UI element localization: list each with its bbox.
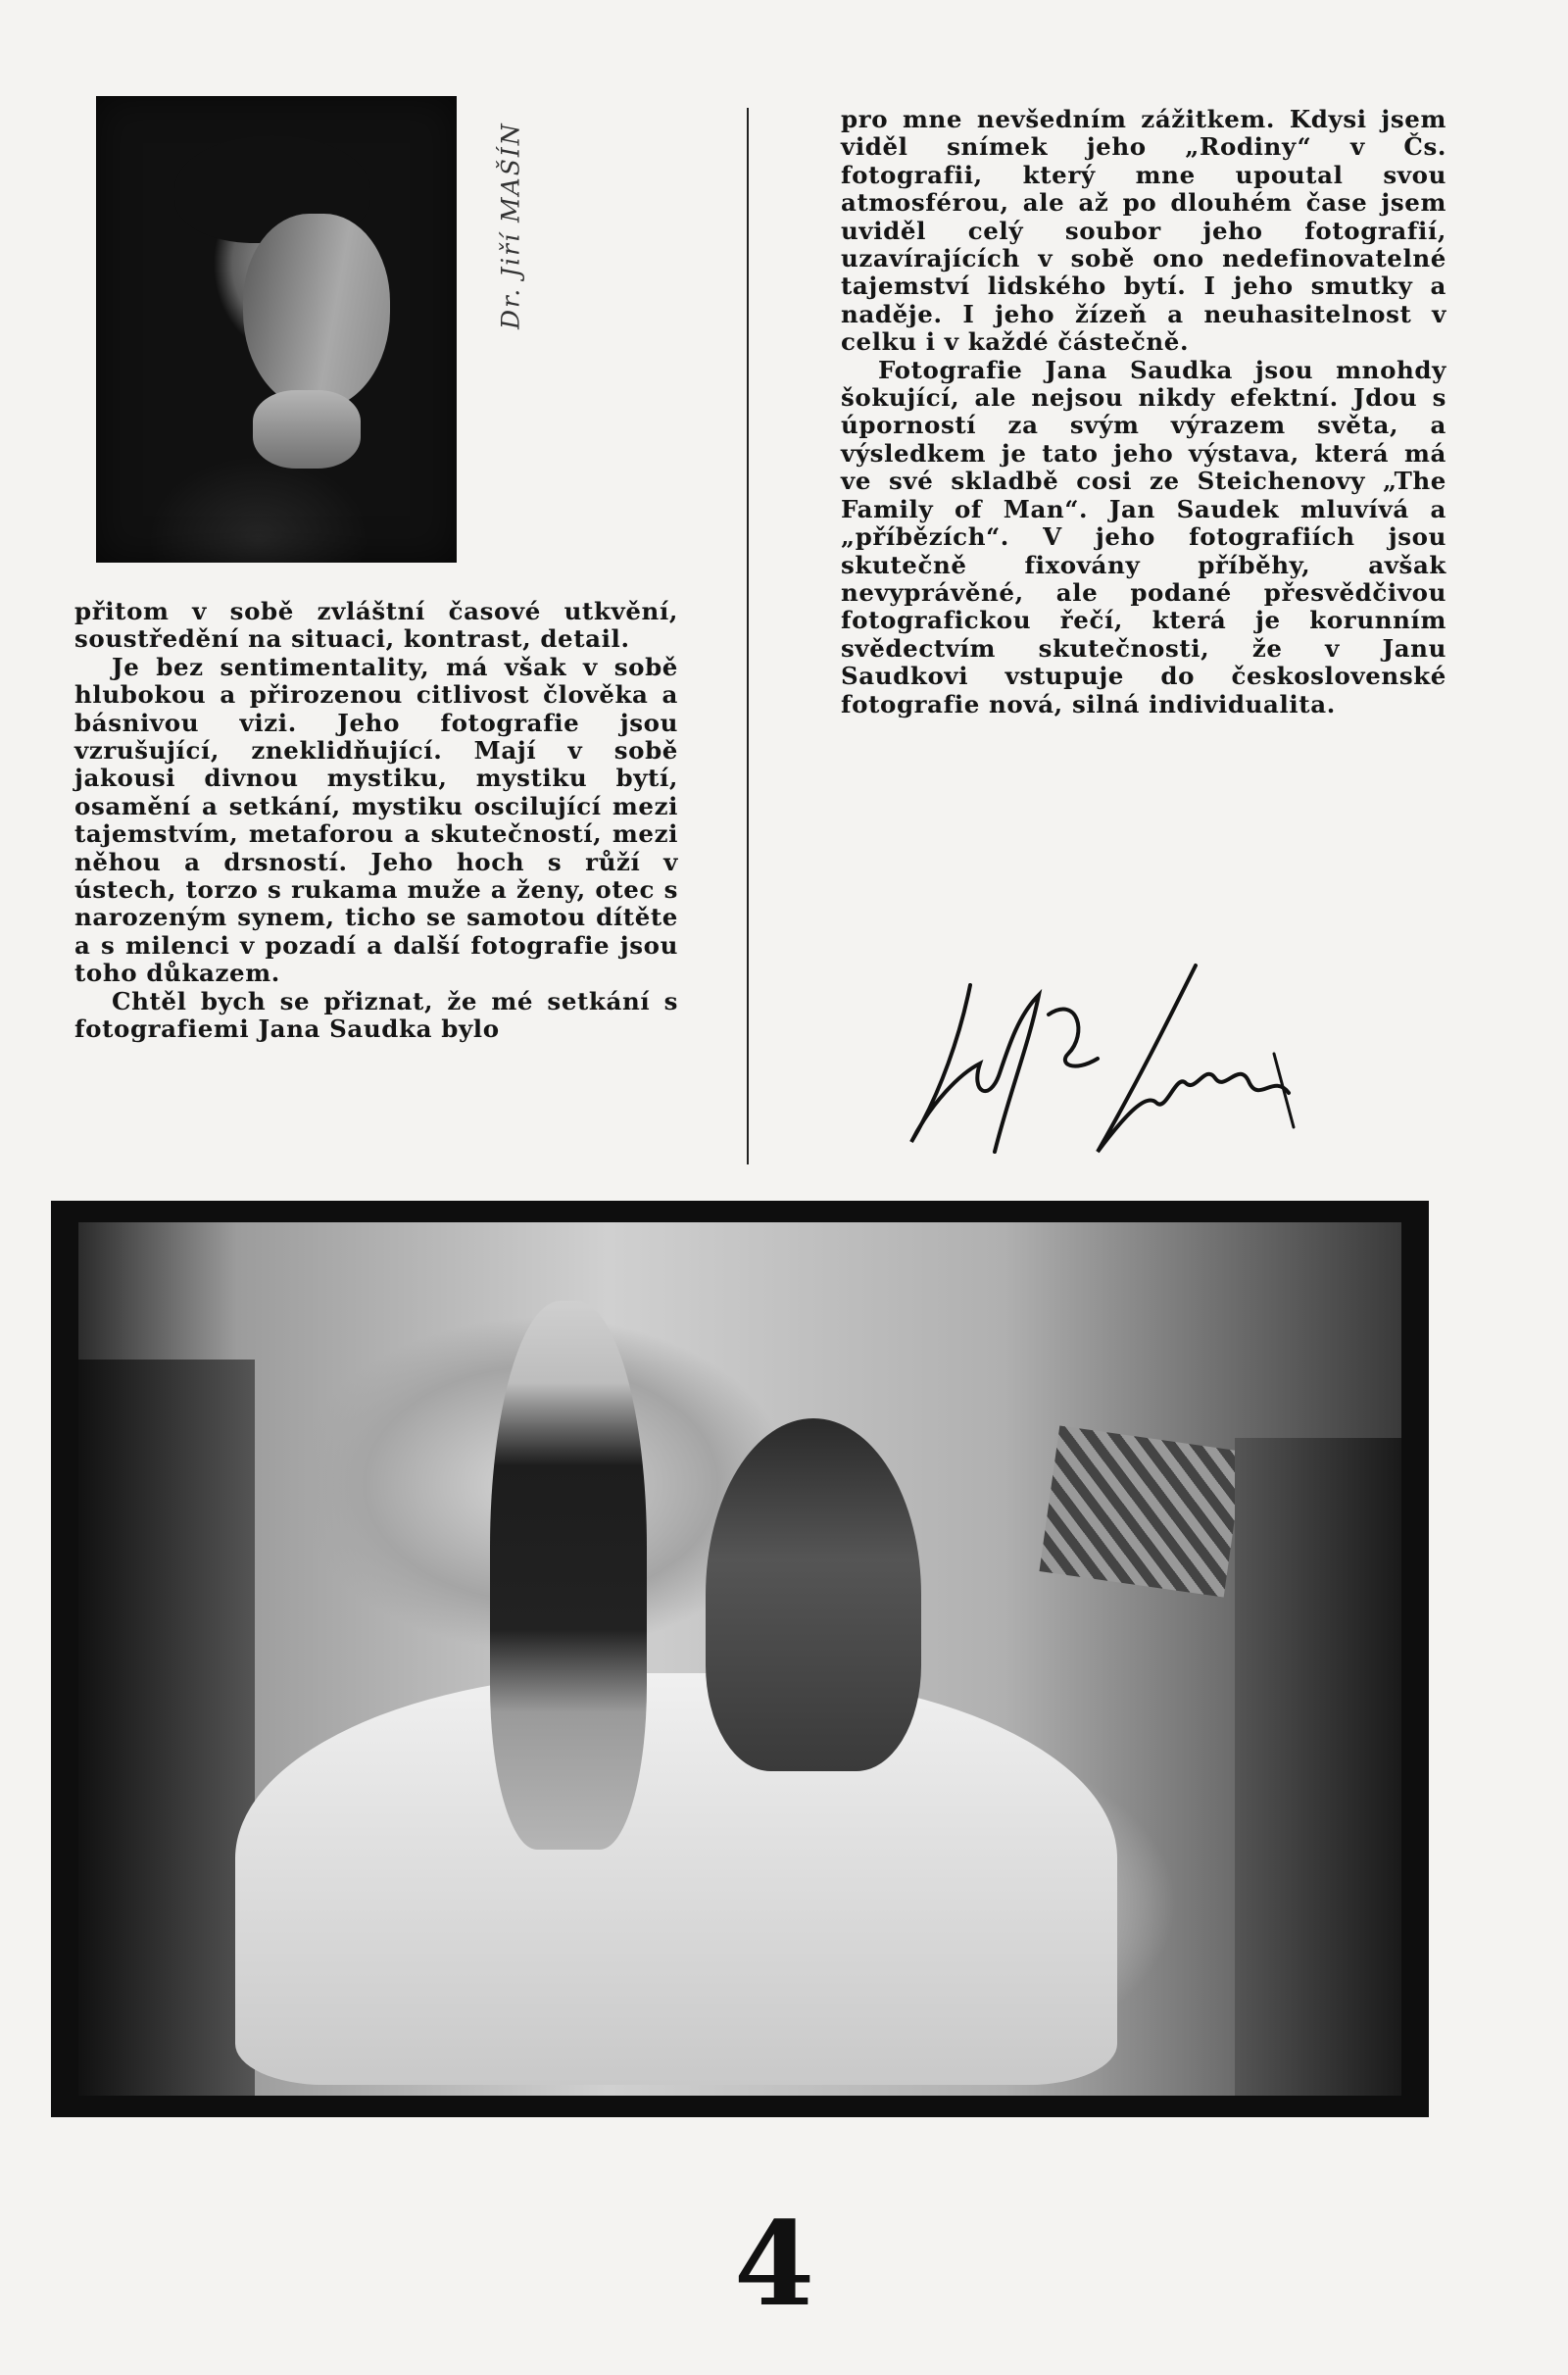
right-paragraph-2: Fotografie Jana Saudka jsou mnohdy šokující, ale nejsou nikdy efektní. Jdou s úporností za svým výrazem světa, a výsledkem je tato jeho výstava, která má ve své skladbě cosi ze Steichenovy „The Family of Man“. Jan Saudek mluvívá a „příbězích“. V jeho fotografiích jsou skutečně fixovány příběhy, avšak nevyprávěné, ale podané přesvědčivou fotografickou řečí, která je korunním svědectvím skutečnosti, že v Janu Saudkovi vstupuje do československé fotografie nová, silná individualita. [841,355,1446,718]
portrait-hand [253,390,361,469]
handwritten-signature [902,956,1313,1171]
photo-right-shadow [1235,1438,1401,2096]
author-byline: Dr. Jiří MAŠÍN [496,122,525,329]
left-paragraph-2: Je bez sentimentality, má však v sobě hlubokou a přirozenou citlivost člověka a básnivou vizi. Jeho fotografie jsou vzrušující, zneklidňující. Mají v sobě jakousi divnou mystiku, mystiku bytí, osamění a setkání, mystiku oscilující mezi tajemstvím, metaforou a skutečností, mezi něhou a drsností. Jeho hoch s růží v ústech, torzo s rukama muže a ženy, otec s narozeným synem, ticho se samotou dítěte a s milenci v pozadí a další fotografie jsou toho důkazem. [74,652,678,988]
photo-left-shadow [78,1360,255,2096]
portrait-face [243,214,390,410]
left-paragraph-1: přitom v sobě zvláštní časové utkvění, soustředění na situaci, kontrast, detail. [74,597,678,654]
right-paragraph-1: pro mne nevšedním zážitkem. Kdysi jsem viděl snímek jeho „Rodiny“ v Čs. fotografii, který mne upoutal svou atmosférou, ale až po dlouhém čase jsem uviděl celý soubor jeho fotografií, uzavírajících v sobě ono nedefinovatelné tajemství lidského bytí. I jeho smutky a naděje. I jeho žízeň a neuhasitelnost v celku i v každé částečně. [841,105,1446,357]
photo-poster [1039,1426,1244,1598]
photo-bed-sheets [235,1673,1117,2085]
photo-scene [78,1222,1401,2096]
column-divider [747,108,749,1164]
author-portrait-photo [96,96,457,563]
left-paragraph-3: Chtěl bych se přiznat, že mé setkání s fotografiemi Jana Saudka bylo [74,986,678,1044]
signature-drawing [902,956,1313,1171]
article-photograph [51,1201,1429,2117]
page-number: 4 [733,2196,815,2332]
left-text-column [74,598,678,1044]
photo-figure-woman [490,1301,647,1850]
photo-figure-child [706,1418,921,1771]
right-text-column [841,106,1446,718]
